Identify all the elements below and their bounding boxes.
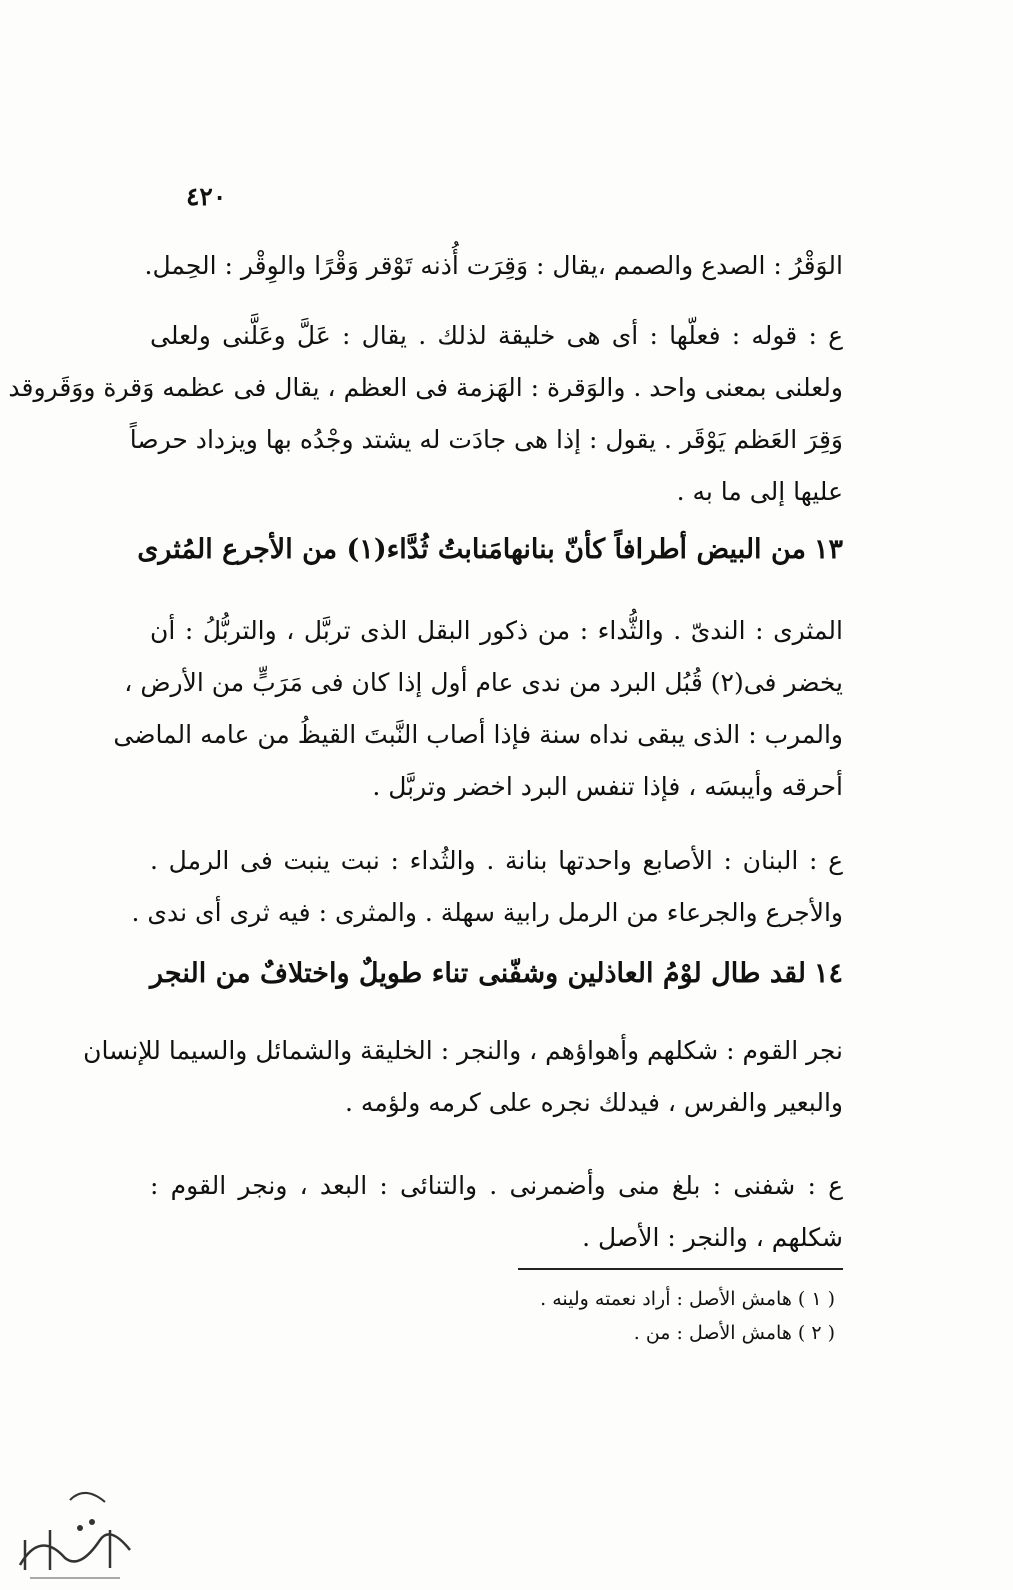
- verse-line: [150, 958, 843, 989]
- text-line: ع : البنان : الأصابع واحدتها بنانة . والثُداء : نبت ينبت فى الرمل .: [150, 846, 843, 875]
- verse-second-hemistich: مَنابتُ ثُدَّاء(١) من الأجرع المُثرى: [137, 534, 503, 565]
- verse-second-hemistich: تناء طويلٌ واختلافٌ من النجر: [150, 958, 469, 989]
- text-paragraph: [113, 605, 843, 813]
- text-line: شكلهم ، والنجر : الأصل .: [582, 1223, 843, 1252]
- footnotes: [500, 1282, 835, 1350]
- footnote-2: ( ٢ ) هامش الأصل : من .: [633, 1322, 835, 1344]
- verse-first-hemistich: [478, 958, 843, 989]
- text-line: المثرى : الندىّ . والثُّداء : من ذكور البقل الذى تربَّل ، والتربُّلُ : أن: [150, 616, 843, 645]
- text-paragraph: [8, 310, 843, 518]
- text-line: والمرب : الذى يبقى نداه سنة فإذا أصاب النَّبتَ القيظُ من عامه الماضى: [113, 720, 843, 749]
- verse-number: ١٤: [813, 958, 843, 989]
- text-line: نجر القوم : شكلهم وأهواؤهم ، والنجر : الخليقة والشمائل والسيما للإنسان: [83, 1036, 843, 1065]
- text-paragraph: [150, 1160, 843, 1264]
- verse-first-text: من البيض أطرافاً كأنّ بنانها: [502, 534, 806, 565]
- footnote-1: ( ١ ) هامش الأصل : أراد نعمته ولينه .: [540, 1288, 835, 1310]
- verse-number: ١٣: [813, 534, 843, 565]
- footnote-divider: [518, 1268, 843, 1270]
- text-line: والأجرع والجرعاء من الرمل رابية سهلة . والمثرى : فيه ثرى أى ندى .: [131, 898, 843, 927]
- text-line: والبعير والفرس ، فيدلك نجره على كرمه ولؤمه .: [345, 1088, 843, 1117]
- library-stamp-logo: [10, 1470, 140, 1585]
- text-line: يخضر فى(٢) قُبُل البرد من ندى عام أول إذا كان فى مَرَبٍّ من الأرض ،: [124, 668, 843, 697]
- text-line: وَقِرَ العَظم يَوْقَر . يقول : إذا هى جادَت له يشتد وجْدُه بها ويزداد حرصاً: [129, 425, 843, 454]
- text-line: ع : شفنى : بلغ منى وأضمرنى . والتنائى : البعد ، ونجر القوم :: [150, 1171, 843, 1200]
- text-line: ع : قوله : فعلّها : أى هى خليقة لذلك . يقال : عَلَّ وعَلَّنى ولعلى: [150, 321, 843, 350]
- text-line: أحرقه وأيبسَه ، فإذا تنفس البرد اخضر وتربَّل .: [372, 772, 843, 801]
- text-paragraph: [144, 240, 843, 292]
- text-line: الوَقْرُ : الصدع والصمم ،يقال : وَقِرَت أُذنه تَوْقر وَقْرًا والوِقْر : الحِمل.: [144, 251, 843, 280]
- page-number: ٤٢٠: [186, 182, 227, 211]
- verse-first-text: لقد طال لوْمُ العاذلين وشفّنى: [478, 958, 806, 989]
- verse-line: [137, 534, 843, 565]
- text-paragraph: [131, 835, 843, 939]
- text-paragraph: [83, 1025, 843, 1129]
- text-line: عليها إلى ما به .: [676, 477, 843, 506]
- text-line: ولعلنى بمعنى واحد . والوَقرة : الهَزمة فى العظم ، يقال فى عظمه وَقرة ووَقَروقد: [8, 373, 843, 402]
- verse-first-hemistich: [503, 534, 843, 565]
